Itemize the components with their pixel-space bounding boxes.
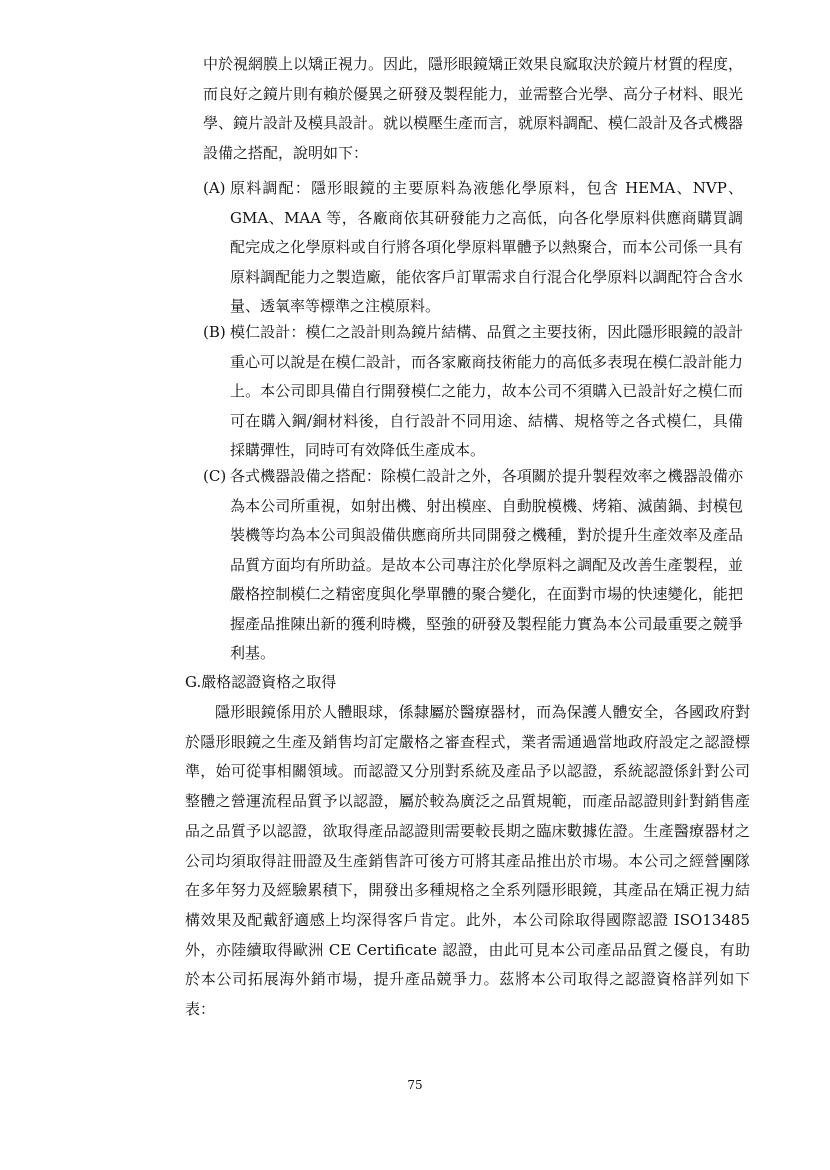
list-item-a xyxy=(203,174,743,322)
list-text-c: 各式機器設備之搭配：除模仁設計之外，各項關於提升製程效率之機器設備亦為本公司所重視，如射出機、射出模座、自動脫模機、烤箱、滅菌鍋、封模包裝機等均為本公司與設備供應商所共同開發之機種，對於提升生產效率及產品品質方面均有所助益。是故本公司專注於化學原料之調配及改善生產製程，並嚴格控制模仁之精密度與化學單體的聚合變化，在面對市場的快速變化，能把握產品推陳出新的獲利時機，堅強的研發及製程能力實為本公司最重要之競爭利基。 xyxy=(230,467,743,662)
intro-paragraph: 中於視網膜上以矯正視力。因此，隱形眼鏡矯正效果良窳取決於鏡片材質的程度，而良好之鏡片則有賴於優異之研發及製程能力，並需整合光學、高分子材料、眼光學、鏡片設計及模具設計。就以模壓生產而言，就原料調配、模仁設計及各式機器設備之搭配，說明如下： xyxy=(203,55,744,162)
list-item-c xyxy=(203,462,743,669)
list-text-a: 原料調配：隱形眼鏡的主要原料為液態化學原料，包含 HEMA、NVP、GMA、MAA 等，各廠商依其研發能力之高低，向各化學原料供應商購買調配完成之化學原料或自行將各項化學原料單體予以熱聚合，而本公司係一具有原料調配能力之製造廠，能依客戶訂單需求自行混合化學原料以調配符合含水量、透氧率等標準之注模原料。 xyxy=(230,179,743,315)
section-g-paragraph: 隱形眼鏡係用於人體眼球，係隸屬於醫療器材，而為保護人體安全，各國政府對於隱形眼鏡之生產及銷售均訂定嚴格之審查程式，業者需通過當地政府設定之認證標準，始可從事相關領域。而認證又分別對系統及產品予以認證，系統認證係針對公司整體之營運流程品質予以認證，屬於較為廣泛之品質規範，而產品認證則針對銷售產品之品質予以認證，欲取得產品認證則需要較長期之臨床數據佐證。生產醫療器材之公司均須取得註冊證及生產銷售許可後方可將其產品推出於市場。本公司之經營團隊在多年努力及經驗累積下，開發出多種規格之全系列隱形眼鏡，其產品在矯正視力結構效果及配戴舒適感上均深得客戶肯定。此外，本公司除取得國際認證 ISO13485 外，亦陸續取得歐洲 CE Certificate 認證，由此可見本公司產品品質之優良，有助於本公司拓展海外銷市場，提升產品競爭力。茲將本公司取得之認證資格詳列如下表： xyxy=(185,703,750,1019)
page-number: 75 xyxy=(407,1078,423,1092)
list-marker-a: (A) xyxy=(203,179,226,197)
section-g-heading: G.嚴格認證資格之取得 xyxy=(185,673,337,691)
list-marker-c: (C) xyxy=(203,467,227,485)
list-text-b: 模仁設計：模仁之設計則為鏡片結構、品質之主要技術，因此隱形眼鏡的設計重心可以說是在模仁設計，而各家廠商技術能力的高低多表現在模仁設計能力上。本公司即具備自行開發模仁之能力，故本公司不須購入已設計好之模仁而可在購入鋼/銅材料後，自行設計不同用途、結構、規格等之各式模仁，具備採購彈性，同時可有效降低生產成本。 xyxy=(230,323,743,459)
list-marker-b: (B) xyxy=(203,323,226,341)
list-item-b xyxy=(203,318,743,466)
